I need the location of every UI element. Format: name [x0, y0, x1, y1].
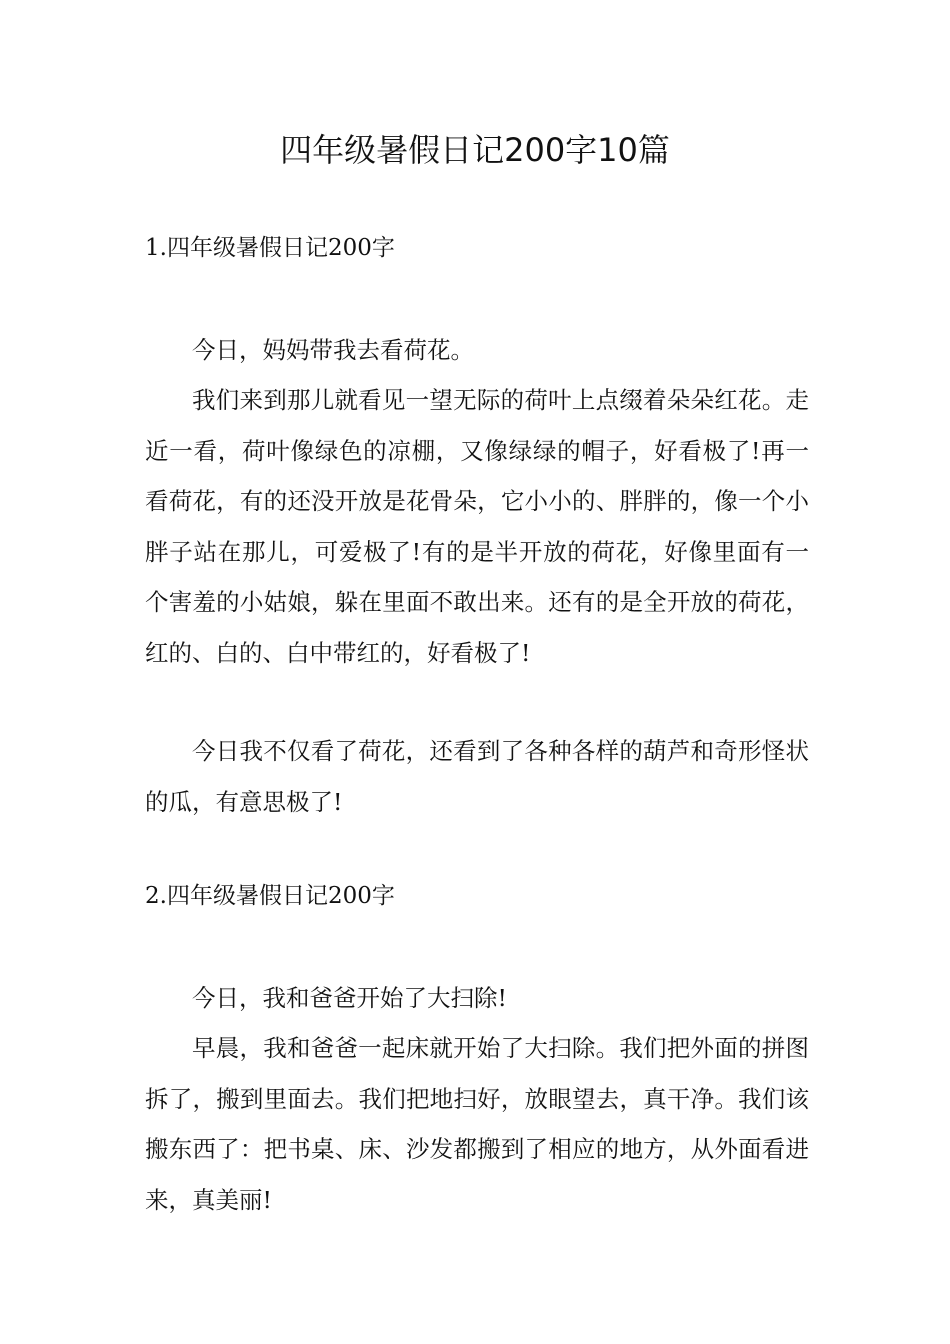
section-heading-2: 2.四年级暑假日记200字 [145, 883, 395, 909]
section-2-paragraph-2: 早晨，我和爸爸一起床就开始了大扫除。我们把外面的拼图拆了，搬到里面去。我们把地扫好，放眼望去，真干净。我们该搬东西了：把书桌、床、沙发都搬到了相应的地方，从外面看进来，真美丽! [145, 1034, 809, 1214]
section-1-paragraph-1: 今日，妈妈带我去看荷花。 [192, 336, 474, 364]
section-1-paragraph-2: 我们来到那儿就看见一望无际的荷叶上点缀着朵朵红花。走近一看，荷叶像绿色的凉棚，又像绿绿的帽子，好看极了!再一看荷花，有的还没开放是花骨朵，它小小的、胖胖的，像一个小胖子站在那儿，可爱极了!有的是半开放的荷花，好像里面有一个害羞的小姑娘，躲在里面不敢出来。还有的是全开放的荷花，红的、白的、白中带红的，好看极了! [145, 386, 809, 667]
document-title: 四年级暑假日记200字10篇 [280, 131, 670, 169]
section-2-paragraph-1: 今日，我和爸爸开始了大扫除! [192, 984, 507, 1012]
section-1-paragraph-3: 今日我不仅看了荷花，还看到了各种各样的葫芦和奇形怪状的瓜，有意思极了! [145, 737, 809, 816]
section-heading-1: 1.四年级暑假日记200字 [145, 235, 395, 261]
